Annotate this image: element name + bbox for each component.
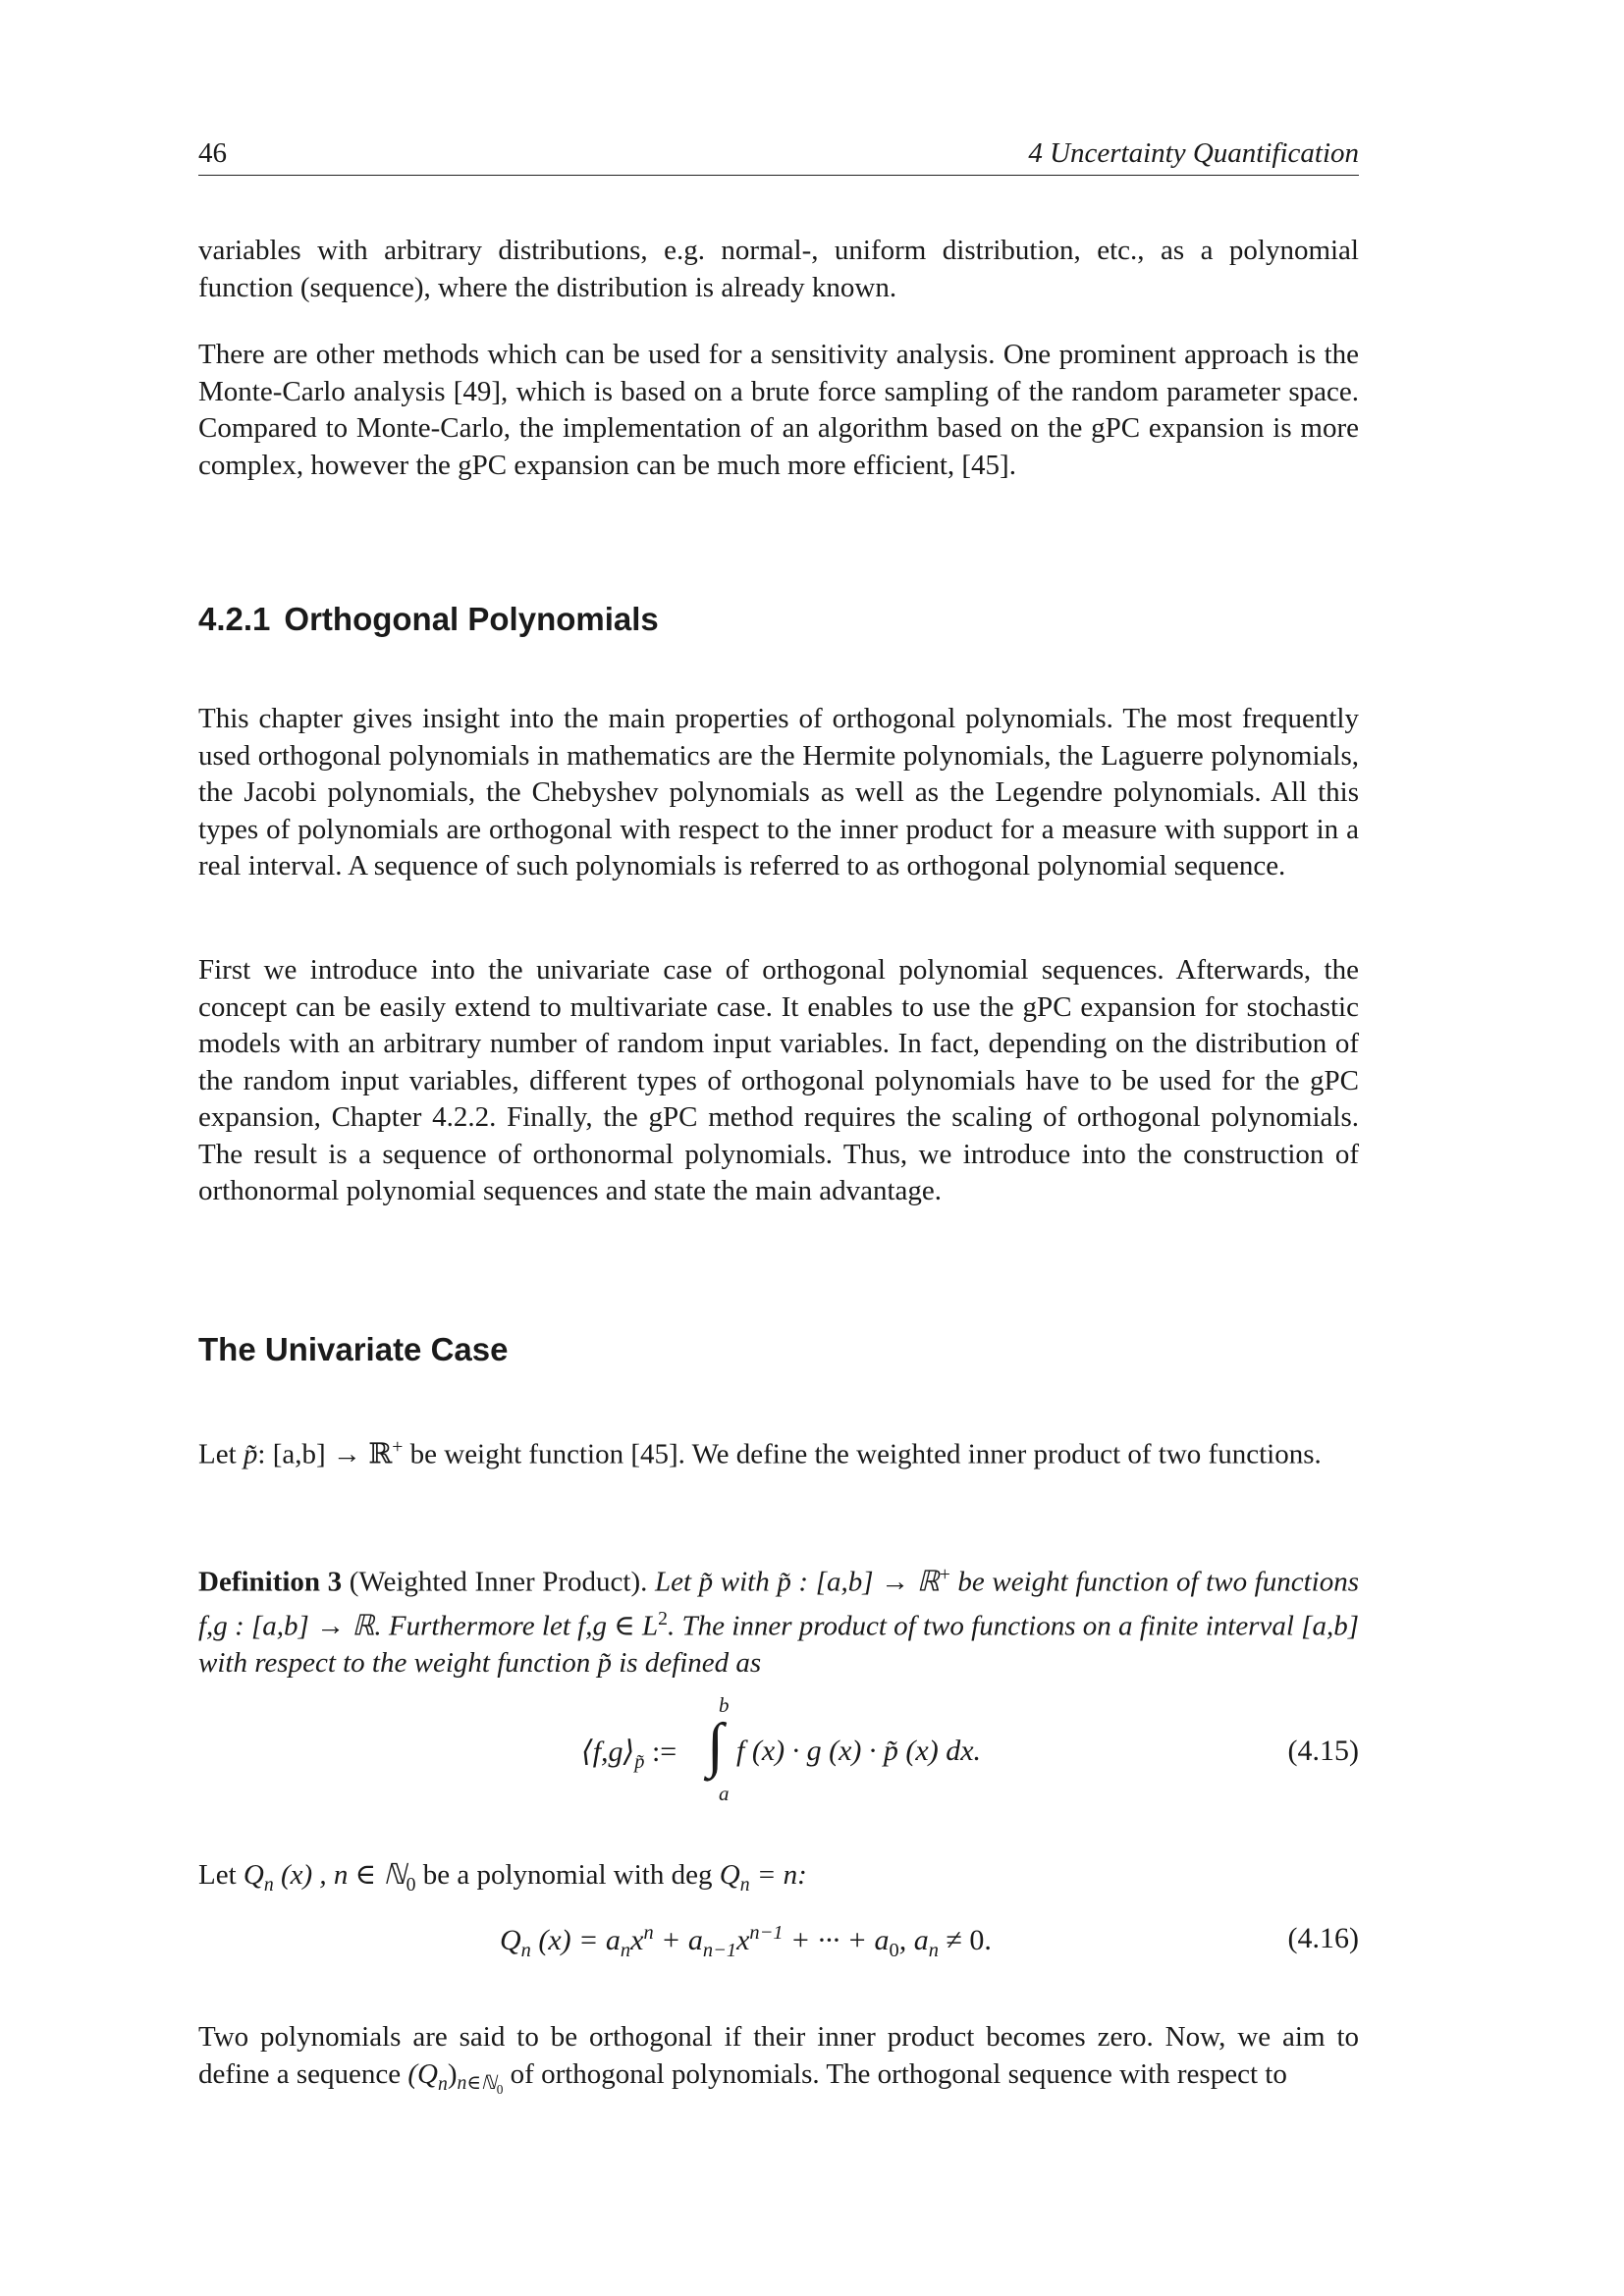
section-heading [198, 601, 659, 638]
paragraph-univariate-intro: First we introduce into the univariate case of orthogonal polynomial sequences. Afterwards, the concept can be easily extend to multivariate case. It enables to use the gPC expansion for stochastic models with an arbitrary number of random input variables. In fact, depending on the distribution of the random input variables, different types of orthogonal polynomials have to be used for the gPC expansion, Chapter 4.2.2. Finally, the gPC method requires the scaling of orthogonal polynomials. The result is a sequence of orthonormal polynomials. Thus, we introduce into the construction of orthonormal polynomial sequences and state the main advantage. [198, 954, 1359, 1206]
section-number: 4.2.1 [198, 601, 271, 637]
definition-name: (Weighted Inner Product). [342, 1566, 648, 1598]
equation-4-15: $⟨f,g⟩_{p̃}$ := b ∫ a f (x) · g (x) · p̃ (x) dx. (4.15) [581, 1693, 1359, 1805]
paragraph-monte-carlo: There are other methods which can be used for a sensitivity analysis. One prominent approach is the Monte-Carlo analysis [49], which is based on a brute force sampling of the random parameter space. Compared to Monte-Carlo, the implementation of an algorithm based on the gPC expansion is more complex, however the gPC expansion can be much more efficient, [45]. [198, 339, 1359, 481]
paragraph-orthogonal-sequence: Two polynomials are said to be orthogonal if their inner product becomes zero. Now, we aim to define a sequence $(Q_n)_{n\in ℕ_0}$ of orthogonal polynomials. The orthogonal sequence with respect to [198, 2021, 1359, 2098]
integrand: f (x) · g (x) · p̃ (x) dx. [736, 1735, 982, 1767]
integral-lower-limit: a [719, 1782, 730, 1805]
subsection-heading: The Univariate Case [198, 1331, 509, 1367]
paragraph-orthogonal-overview: This chapter gives insight into the main properties of orthogonal polynomials. The most frequently used orthogonal polynomials in mathematics are the Hermite polynomials, the Laguerre polynomials, the Jacobi polynomials, the Chebyshev polynomials as well as the Legendre polynomials. All this types of polynomials are orthogonal with respect to the inner product for a measure with support in a real interval. A sequence of such polynomials is referred to as orthogonal polynomial sequence. [198, 703, 1359, 881]
paragraph-polynomial-def: Let $Q_n$ (x) , n ∈ ℕ$_0$ be a polynomial with deg $Q_n = n$: [198, 1859, 807, 1896]
page-number: 46 [198, 137, 227, 169]
equation-number: (4.15) [1287, 1735, 1359, 1767]
integral-upper-limit: b [719, 1693, 730, 1717]
integral-sign: ∫ [707, 1712, 724, 1779]
equation-number: (4.16) [1287, 1922, 1359, 1954]
paragraph-intro: variables with arbitrary distributions, e.g. normal-, uniform distribution, etc., as a polynomial function (sequence), where the distribution is already known. [198, 235, 1359, 303]
running-header [198, 133, 1359, 176]
section-title: Orthogonal Polynomials [284, 601, 659, 637]
equation-4-16: $Q_n$ $(x) = a_nx^n + a_{n-1}x^{n-1}$ + ··· + $a_0$, $a_n \ne 0$. (4.16) [500, 1922, 1359, 1961]
definition-3: Definition 3 (Weighted Inner Product). Let p̃ with p̃ : [a,b] → ℝ+ be weight function of two functions f,g : [a,b] → ℝ. Furthermore let f,g ∈ $L^2$. The inner product of two functions on a finite interval [a,b] with respect to the weight function p̃ is defined as [198, 1564, 1360, 1680]
definition-label: Definition 3 [198, 1566, 343, 1598]
paragraph-weight-function: Let p̃: [a,b] → ℝ+ be weight function [45]. We define the weighted inner product of two functions. [198, 1436, 1322, 1470]
chapter-title: 4 Uncertainty Quantification [1028, 137, 1359, 169]
